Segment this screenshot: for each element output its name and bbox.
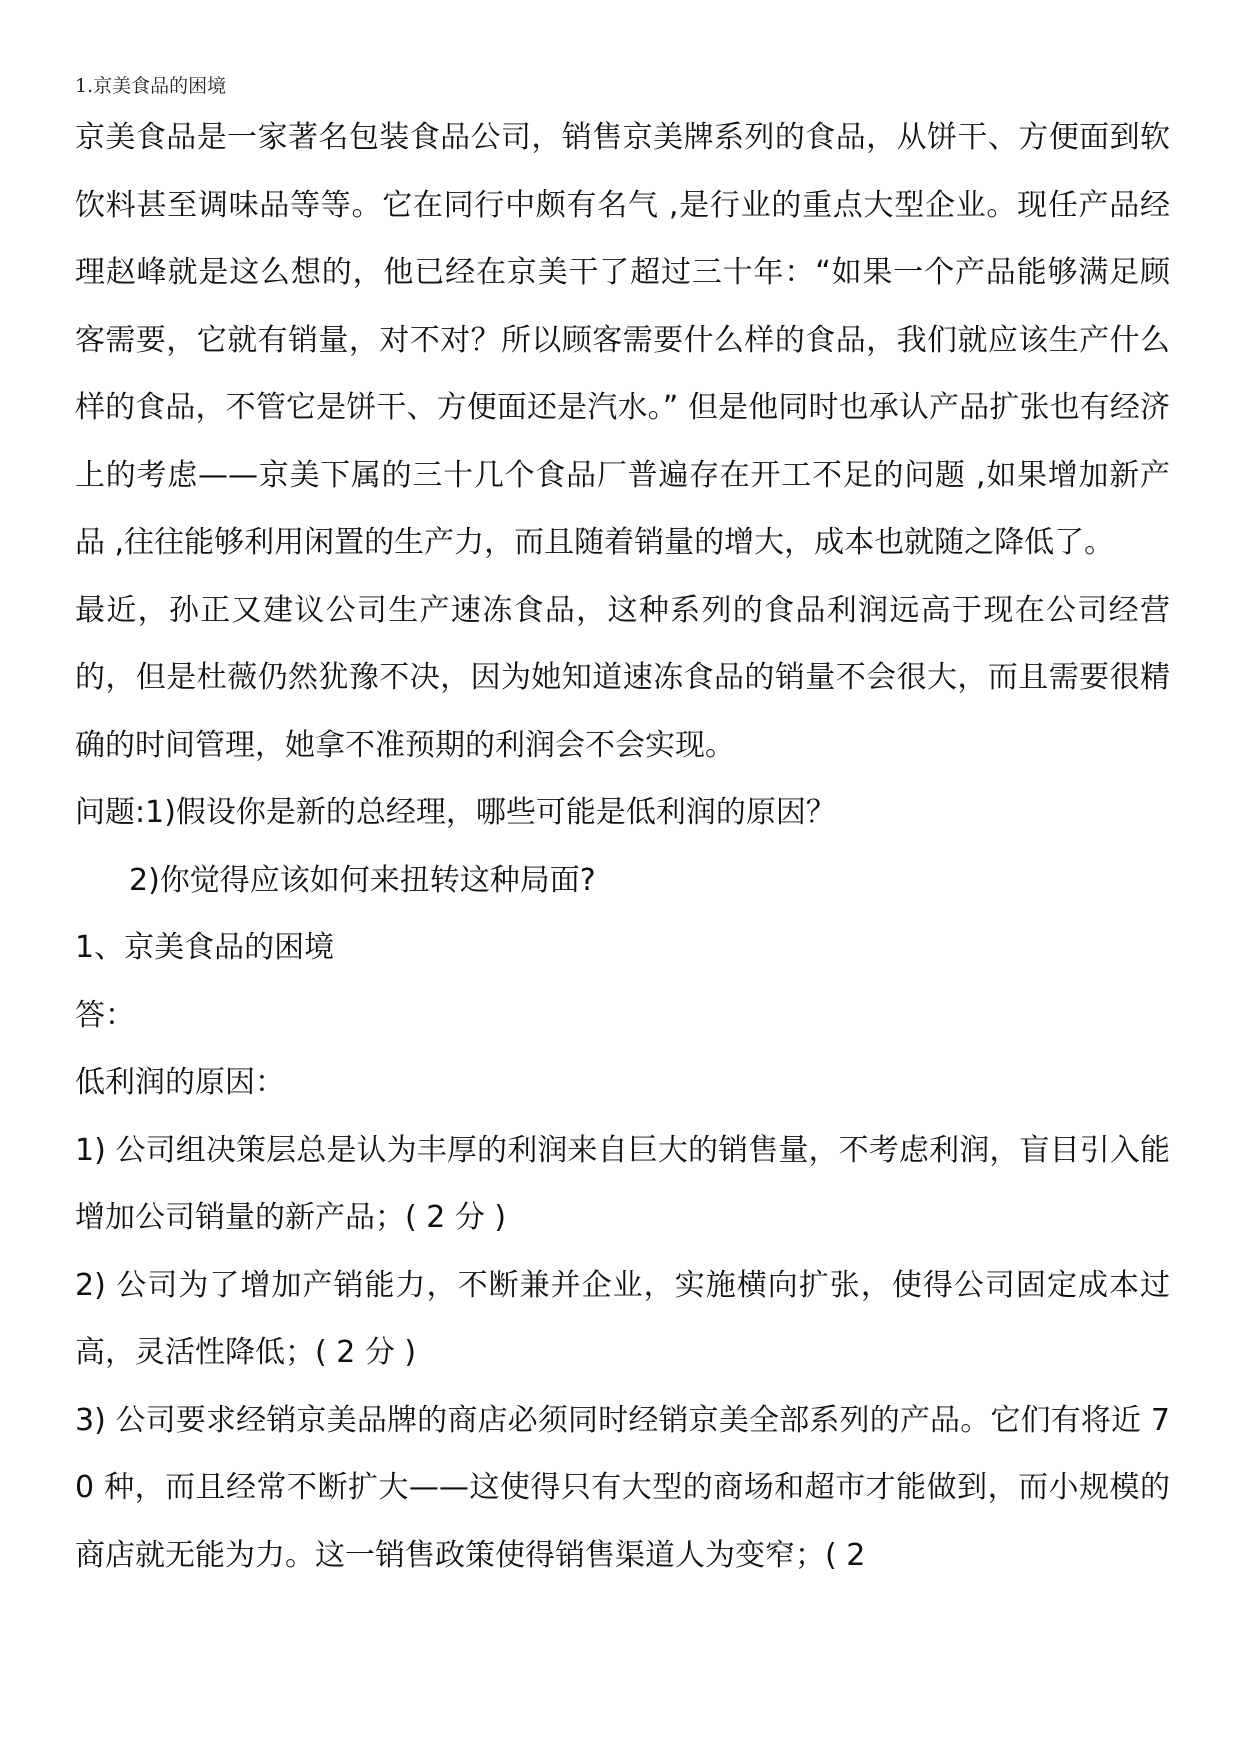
low-profit-reasons-heading: 低利润的原因： [75, 1065, 285, 1100]
reason-item-1: 1) 公司组决策层总是认为丰厚的利润来自巨大的销售量，不考虑利润，盲目引入能增加公司销量的新产品；( 2 分 ) [75, 1132, 1170, 1235]
case-paragraph-1: 京美食品是一家著名包装食品公司，销售京美牌系列的食品，从饼干、方便面到软饮料甚至调味品等等。它在同行中颇有名气 ,是行业的重点大型企业。现任产品经理赵峰就是这么想的，他已经在京美干了超过三十年：“如果一个产品能够满足顾客需要，它就有销量，对不对？所以顾客需要什么样的食品，我们就应该生产什么样的食品，不管它是饼干、方便面还是汽水。” 但是他同时也承认产品扩张也有经济上的考虑——京美下属的三十几个食品厂普遍存在开工不足的问题 ,如果增加新产品 ,往往能够利用闲置的生产力，而且随着销量的增大，成本也就随之降低了。 [75, 120, 1170, 560]
document-heading: 1.京美食品的困境 [75, 75, 227, 97]
document-page [75, 72, 1170, 1589]
reason-item-3: 3) 公司要求经销京美品牌的商店必须同时经销京美全部系列的产品。它们有将近 70 种，而且经常不断扩大——这使得只有大型的商场和超市才能做到，而小规模的商店就无能为力。这一销售政策使得销售渠道人为变窄；( 2 [75, 1402, 1170, 1573]
question-2: 2)你觉得应该如何来扭转这种局面? [129, 862, 596, 898]
reason-item-2: 2) 公司为了增加产销能力，不断兼并企业，实施横向扩张，使得公司固定成本过高，灵活性降低；( 2 分 ) [75, 1267, 1170, 1370]
answer-section-title: 1、京美食品的困境 [75, 930, 335, 965]
question-1: 问题:1)假设你是新的总经理，哪些可能是低利润的原因？ [75, 795, 836, 830]
case-paragraph-2: 最近，孙正又建议公司生产速冻食品，这种系列的食品利润远高于现在公司经营的，但是杜薇仍然犹豫不决，因为她知道速冻食品的销量不会很大，而且需要很精确的时间管理，她拿不准预期的利润会不会实现。 [75, 592, 1170, 763]
answer-label: 答： [75, 997, 135, 1033]
